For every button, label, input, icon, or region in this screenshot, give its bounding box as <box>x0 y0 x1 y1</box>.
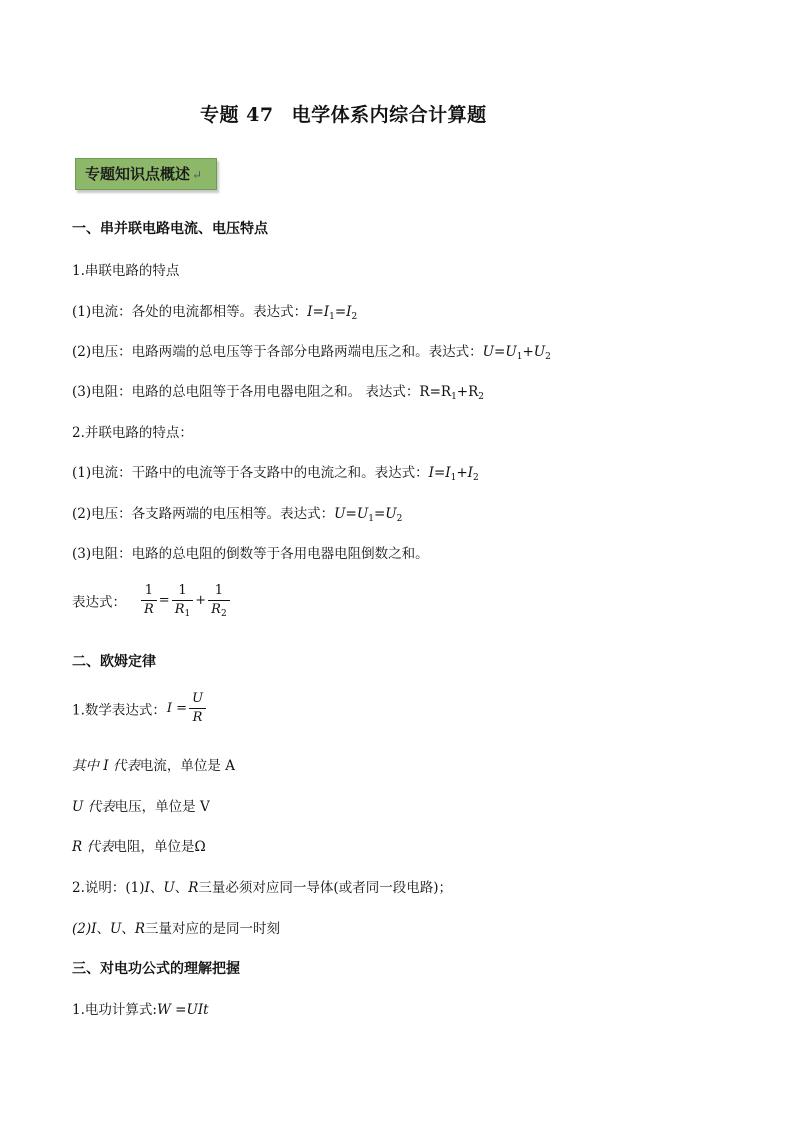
ohms-note-2: (2)I、U、R三量对应的是同一时刻 <box>72 921 281 937</box>
ohms-note-1: 2.说明：(1)I、U、R三量必须对应同一导体(或者同一段电路)； <box>72 880 452 896</box>
title-text: 电学体系内综合计算题 <box>291 104 487 126</box>
formula-parallel-current: $I=I_1+I_2$ <box>428 465 479 483</box>
parallel-title: 2.并联电路的特点： <box>72 425 193 441</box>
parallel-voltage: (2)电压：各支路两端的电压相等。表达式：$U=U_1=U_2$ <box>72 506 403 524</box>
parallel-resistance-expression: 表达式： $\frac{1}{R}$ = $\frac{1}{R_1}$ + $\frac{1}{R_2}$ <box>72 582 231 619</box>
formula-series-resistance: $R=R_1+R_2$ <box>419 384 485 402</box>
series-resistance: (3)电阻：电路的总电阻等于各用电器电阻之和。 表达式：$R=R_1+R_2$ <box>72 384 485 402</box>
parallel-resistance: (3)电阻：电路的总电阻的倒数等于各用电器电阻倒数之和。 <box>72 546 429 562</box>
heading-ohms-law: 二、欧姆定律 <box>72 654 156 670</box>
heading-series-parallel: 一、串并联电路电流、电压特点 <box>72 221 268 237</box>
formula-parallel-voltage: $U=U_1=U_2$ <box>334 506 403 524</box>
fraction-1-over-r: $\frac{1}{R}$ <box>141 582 157 619</box>
page-title <box>200 100 487 127</box>
fraction-1-over-r2: $\frac{1}{R_2}$ <box>208 582 230 619</box>
fraction-1-over-r1: $\frac{1}{R_1}$ <box>172 582 194 619</box>
electric-work-formula: 1.电功计算式:W =UIt <box>72 1002 209 1018</box>
badge-label: 专题知识点概述 <box>85 165 191 183</box>
series-voltage: (2)电压：电路两端的总电压等于各部分电路两端电压之和。表达式：$U=U_1+U_2$ <box>72 344 551 362</box>
resistance-definition: R 代表电阻，单位是Ω <box>72 839 206 855</box>
section-badge <box>75 158 217 190</box>
series-title: 1.串联电路的特点 <box>72 263 180 279</box>
fraction-u-over-r: $\frac{U}{R}$ <box>189 690 206 727</box>
current-definition: 其中 I 代表电流，单位是 A <box>72 758 235 774</box>
heading-electric-work: 三、对电功公式的理解把握 <box>72 961 240 977</box>
parallel-current: (1)电流：干路中的电流等于各支路中的电流之和。表达式：$I=I_1+I_2$ <box>72 465 479 483</box>
ohms-law-formula: 1.数学表达式：I = $\frac{U}{R}$ <box>72 690 207 727</box>
paragraph-mark: ↵ <box>192 168 203 182</box>
voltage-definition: U 代表电压，单位是 V <box>72 799 210 815</box>
title-number: 专题 47 <box>200 104 274 126</box>
formula-series-voltage: $U=U_1+U_2$ <box>482 344 551 362</box>
series-current: (1)电流：各处的电流都相等。表达式：$I=I_1=I_2$ <box>72 304 358 322</box>
formula-series-current: $I=I_1=I_2$ <box>307 304 358 322</box>
